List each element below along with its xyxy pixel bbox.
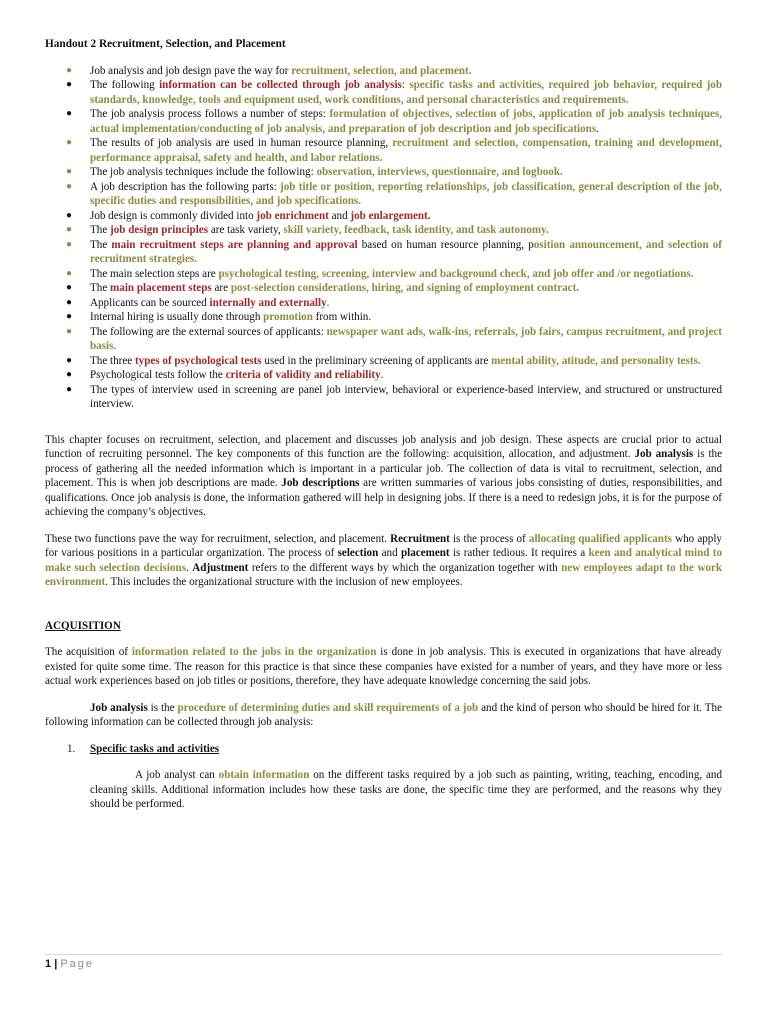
text-run: . — [380, 369, 384, 381]
text-run: are written summaries of various jobs consisting of duties, responsibilities, and qualifications. Once job analysis is done, the information gathered will help in designing jobs. If there is a need to redesign jobs, it is for the purpose of achieving the company’s objectives. — [45, 477, 723, 518]
bold-term: Adjustment — [192, 561, 249, 574]
bullet-item — [45, 165, 722, 180]
highlight-red: job enrichment — [256, 209, 329, 222]
bullet-marker: ● — [66, 137, 73, 148]
highlight-red: criteria of validity and reliability — [225, 369, 381, 381]
bold-term: selection — [337, 547, 379, 559]
highlight-olive: procedure of determining duties and skill requirements of a job — [177, 701, 479, 714]
highlight-red: types of psychological tests — [134, 354, 262, 367]
highlight-olive: mental ability, atitude, and personality tests. — [491, 354, 701, 367]
text-run: who apply for various positions in a particular organization. The process of — [45, 532, 722, 559]
bullet-marker: ● — [66, 325, 73, 337]
bullet-item — [45, 64, 722, 79]
text-run: The following — [90, 79, 160, 91]
text-run: are task variety, — [208, 224, 284, 236]
bold-term: Job descriptions — [281, 477, 360, 489]
highlight-red: internally and externally — [209, 296, 327, 309]
bullet-marker: ● — [66, 311, 73, 322]
highlight-red: job design principles — [110, 224, 209, 236]
bullet-marker: ● — [66, 209, 73, 221]
bullet-item — [45, 180, 722, 209]
text-run: . — [113, 340, 117, 352]
text-run: The main selection steps are — [90, 267, 219, 280]
text-run: The job analysis techniques include the following: — [90, 166, 317, 178]
bullet-marker: ● — [66, 296, 73, 308]
text-run: are — [211, 282, 231, 294]
highlight-olive: job title or position, reporting relationships, job classification, general description of the job, specific duties and responsibilities, and job specifications. — [90, 180, 722, 207]
highlight-olive: psychological testing, screening, interview and background check, and job offer and /or negotiations. — [218, 267, 694, 280]
job-analysis-paragraph — [45, 701, 722, 730]
bullet-item — [45, 310, 722, 325]
text-run: refers to the different ways by which the organization together with — [248, 561, 562, 574]
bullet-marker: ● — [66, 383, 73, 395]
highlight-olive: information related to the jobs in the organization — [131, 646, 377, 658]
text-run: This chapter focuses on recruitment, selection, and placement and discusses job analysis and job design. These aspects are crucial prior to actual function of recruiting personnel. The key components of this function are the following: acquisition, allocation, and adjustment. — [45, 433, 722, 460]
bullet-marker: ● — [66, 224, 73, 235]
text-run: These two functions pave the way for recruitment, selection, and placement. — [45, 532, 391, 545]
bullet-marker: ● — [66, 79, 73, 90]
text-run: and — [328, 209, 351, 222]
section-heading-acquisition: ACQUISITION — [45, 619, 121, 632]
highlight-olive: recruitment, selection, and placement. — [291, 64, 472, 77]
page-footer — [45, 954, 722, 970]
bullet-marker: ● — [66, 238, 73, 250]
text-run: from within. — [312, 311, 372, 323]
bullet-marker: ● — [66, 369, 73, 380]
item-label: Specific tasks and activities — [90, 742, 220, 755]
highlight-olive: keen and analytical mind to make such selection decisions — [45, 547, 722, 574]
highlight-red: job enlargement. — [350, 209, 431, 222]
bullet-marker: ● — [66, 166, 73, 177]
bullet-item — [45, 325, 722, 354]
text-run: The job analysis process follows a number of steps: — [90, 108, 330, 120]
text-run: Job analysis and job design pave the way for — [90, 64, 292, 77]
text-run: . This includes the organizational structure with the inclusion of new employees. — [105, 576, 463, 588]
text-run: based on human resource planning, p — [357, 238, 534, 251]
text-run: The three — [90, 354, 135, 367]
text-run: A job description has the following parts: — [90, 180, 281, 193]
text-run: and — [378, 547, 401, 559]
handout-title: Handout 2 Recruitment, Selection, and Placement — [45, 38, 286, 50]
text-run: is the — [147, 701, 178, 714]
tasks-paragraph — [45, 768, 722, 812]
bullet-item — [45, 281, 722, 296]
highlight-olive: recruitment and selection, compensation, training and development, performance appraisal, safety and health, and labor relations. — [90, 137, 722, 164]
highlight-olive: osition announcement, and selection of recruitment strategies. — [90, 238, 722, 265]
document-page — [45, 37, 722, 812]
bold-term: Job analysis — [90, 701, 148, 714]
bullet-marker: ● — [66, 267, 73, 279]
text-run: The results of job analysis are used in human resource planning, — [90, 137, 393, 149]
bullet-item — [45, 209, 722, 224]
bullet-marker: ● — [66, 108, 73, 119]
text-run: is rather tedious. It requires a — [449, 547, 589, 559]
highlight-olive: formulation of objectives, selection of jobs, application of job analysis techniques, actual implementation/conducting of job analysis, and preparation of job description and job specifications — [90, 108, 722, 135]
bullet-item — [45, 368, 722, 383]
highlight-olive: newspaper want ads, walk-ins, referrals, job fairs, campus recruitment, and project basis — [90, 325, 723, 352]
text-run: The following are the external sources of applicants: — [90, 325, 327, 338]
text-run: The — [90, 238, 112, 251]
bullet-item — [45, 296, 722, 311]
highlight-olive: skill variety, feedback, task identity, and task autonomy. — [283, 224, 549, 236]
highlight-olive: specific tasks and activities, required job behavior, required job standards, knowledge, tools and equipment used, work conditions, and personal characteristics and requirements. — [90, 79, 723, 106]
text-run: on the different tasks required by a job such as painting, writing, teaching, encoding, and cleaning skills. Additional information includes how these tasks are done, the specific time they are performed, and the reasons why they should be performed. — [90, 769, 722, 810]
acquisition-paragraph — [45, 645, 722, 689]
page-number: 1 — [45, 958, 52, 970]
text-run: Internal hiring is usually done through — [90, 311, 264, 323]
highlight-olive: obtain information — [218, 769, 310, 781]
highlight-olive: allocating qualified applicants — [528, 532, 672, 545]
bullet-item — [45, 136, 722, 165]
text-run: is the process of — [449, 532, 529, 545]
highlight-red: main placement steps — [110, 282, 212, 294]
bold-term: Job analysis — [634, 448, 694, 460]
text-run: The — [90, 282, 111, 294]
highlight-olive: promotion — [263, 311, 313, 323]
text-run: Psychological tests follow the — [90, 369, 226, 381]
bold-term: Recruitment — [390, 532, 450, 545]
bullet-item — [45, 267, 722, 282]
text-run: . — [596, 122, 599, 135]
intro-paragraph — [45, 433, 722, 520]
bullet-marker: ● — [66, 354, 73, 366]
bold-term: placement — [400, 547, 450, 559]
bullet-item — [45, 238, 722, 267]
text-run: The types of interview used in screening are panel job interview, behavioral or experience-based interview, and structured or unstructured interview. — [90, 383, 722, 410]
bullet-marker: ● — [66, 64, 73, 76]
text-run: used in the preliminary screening of applicants are — [261, 354, 492, 367]
text-run: . — [186, 561, 193, 574]
bullet-item — [45, 107, 722, 136]
text-run: is done in job analysis. This is executed in organizations that have already existed for quite some time. The reason for this practice is that since these companies have existed for a number of years, and they have more or less actual work experiences based on job titles or positions, therefore, they have adequate knowledge concerning the said jobs. — [45, 646, 722, 687]
highlight-olive: observation, interviews, questionnaire, and logbook. — [316, 166, 563, 178]
highlight-olive: new employees adapt to the work environment — [45, 561, 722, 588]
bullet-item — [45, 223, 722, 238]
page-label: Page — [60, 958, 95, 970]
bullet-marker: ● — [66, 180, 73, 192]
bullet-item — [45, 354, 722, 369]
text-run: is the process of gathering all the needed information which is important in a particular job. The collection of data is vital to recruitment, selection, and placement. This is when job descriptions are made. — [45, 448, 723, 489]
highlight-red: main recruitment steps are planning and approval — [111, 238, 358, 251]
text-run: Applicants can be sourced — [90, 296, 210, 309]
numbered-item — [45, 742, 722, 757]
functions-paragraph — [45, 532, 722, 590]
text-run: The acquisition of — [45, 646, 132, 658]
bullet-item — [45, 78, 722, 107]
text-run: A job analyst can — [135, 769, 219, 781]
highlight-olive: post-selection considerations, hiring, and signing of employment contract. — [230, 282, 580, 294]
highlight-red: information can be collected through job analysis — [159, 79, 402, 91]
summary-bullet-list — [45, 64, 722, 412]
text-run: The — [90, 224, 111, 236]
item-number: 1. — [67, 742, 76, 755]
text-run: : — [401, 79, 410, 91]
footer-separator: | — [54, 958, 58, 970]
text-run: . — [326, 296, 330, 309]
bullet-marker: ● — [66, 282, 73, 293]
text-run: Job design is commonly divided into — [90, 209, 257, 222]
text-run: and the kind of person who should be hired for it. The following information can be collected through job analysis: — [45, 701, 722, 728]
bullet-item — [45, 383, 722, 412]
